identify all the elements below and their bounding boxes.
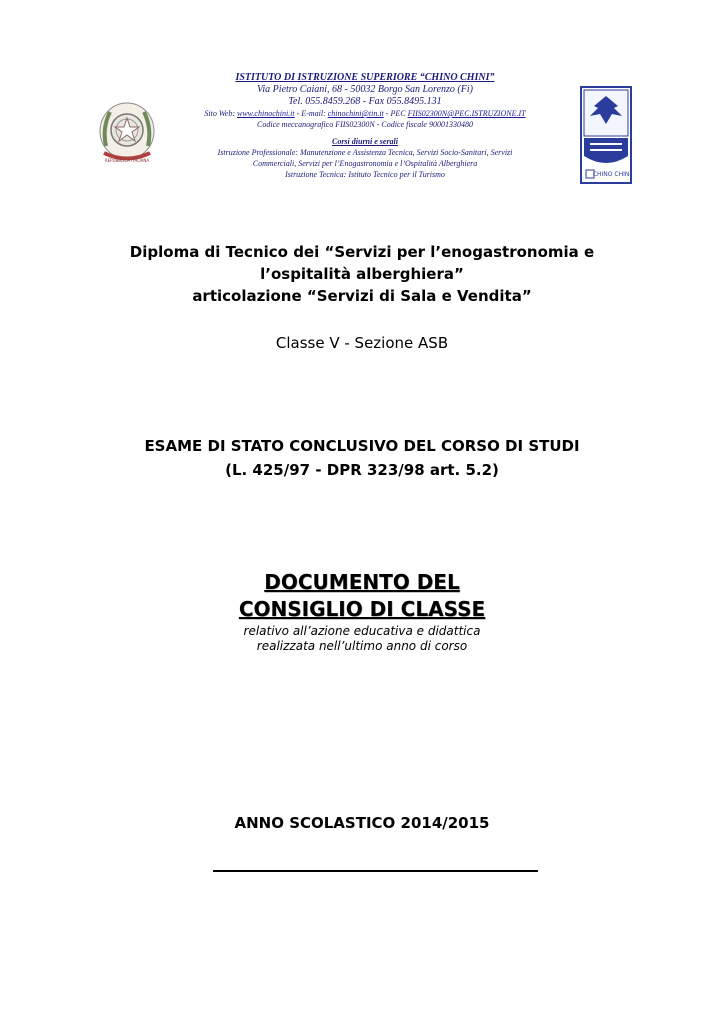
diploma-line-3: articolazione “Servizi di Sala e Vendita” bbox=[192, 287, 532, 305]
crest-text: CHINO CHINI bbox=[592, 171, 632, 178]
diploma-title bbox=[0, 241, 724, 307]
document-subtitle bbox=[0, 624, 724, 654]
courses-line-3: Istruzione Tecnica: Istituto Tecnico per il Turismo bbox=[285, 170, 445, 179]
document-subtitle-line-1: relativo all’azione educativa e didattica bbox=[243, 624, 481, 638]
diploma-line-2: l’ospitalità alberghiera” bbox=[260, 265, 464, 283]
courses-line-2: Commerciali, Servizi per l’Enogastronomia e l’Ospitalità Alberghiera bbox=[252, 159, 478, 168]
pec-prefix: - PEC bbox=[383, 109, 408, 118]
signature-line bbox=[213, 870, 538, 872]
document-title bbox=[0, 569, 724, 623]
courses-line-1: Istruzione Professionale: Manutenzione e Assistenza Tecnica, Servizi Socio-Sanitari, Servizi bbox=[217, 148, 513, 157]
document-title-line-1: DOCUMENTO DEL bbox=[264, 570, 460, 594]
courses-title: Corsi diurni e serali bbox=[331, 137, 398, 146]
exam-title bbox=[0, 434, 724, 482]
institute-address: Via Pietro Caiani, 68 - 50032 Borgo San Lorenzo (Fi) bbox=[257, 84, 473, 95]
site-prefix: Sito Web: bbox=[204, 109, 237, 118]
institute-codes: Codice meccanografico FIIS02300N - Codice fiscale 90001330480 bbox=[257, 120, 473, 129]
diploma-line-1: Diploma di Tecnico dei “Servizi per l’enogastronomia e bbox=[129, 243, 595, 261]
website-link[interactable]: www.chinochini.it bbox=[237, 109, 295, 118]
email-link[interactable]: chinochini@tin.it bbox=[327, 109, 384, 118]
italian-republic-emblem-icon bbox=[96, 98, 158, 168]
institute-contacts bbox=[160, 108, 570, 119]
school-year: ANNO SCOLASTICO 2014/2015 bbox=[234, 814, 490, 832]
exam-line-2: (L. 425/97 - DPR 323/98 art. 5.2) bbox=[225, 461, 499, 479]
school-crest-icon bbox=[580, 86, 632, 184]
institute-phone: Tel. 055.8459.268 - Fax 055.8495.131 bbox=[288, 96, 442, 107]
emblem-text: REPUBBLICA ITALIANA bbox=[104, 158, 150, 163]
institute-name: ISTITUTO DI ISTRUZIONE SUPERIORE “CHINO CHINI” bbox=[235, 72, 495, 83]
exam-line-1: ESAME DI STATO CONCLUSIVO DEL CORSO DI STUDI bbox=[144, 437, 580, 455]
pec-link[interactable]: FIIS02300N@PEC.ISTRUZIONE.IT bbox=[407, 109, 526, 118]
email-prefix: - E-mail: bbox=[294, 109, 328, 118]
document-title-line-2: CONSIGLIO DI CLASSE bbox=[238, 597, 486, 621]
institute-header bbox=[160, 72, 570, 180]
class-section: Classe V - Sezione ASB bbox=[275, 334, 449, 352]
document-subtitle-line-2: realizzata nell’ultimo anno di corso bbox=[256, 639, 468, 653]
